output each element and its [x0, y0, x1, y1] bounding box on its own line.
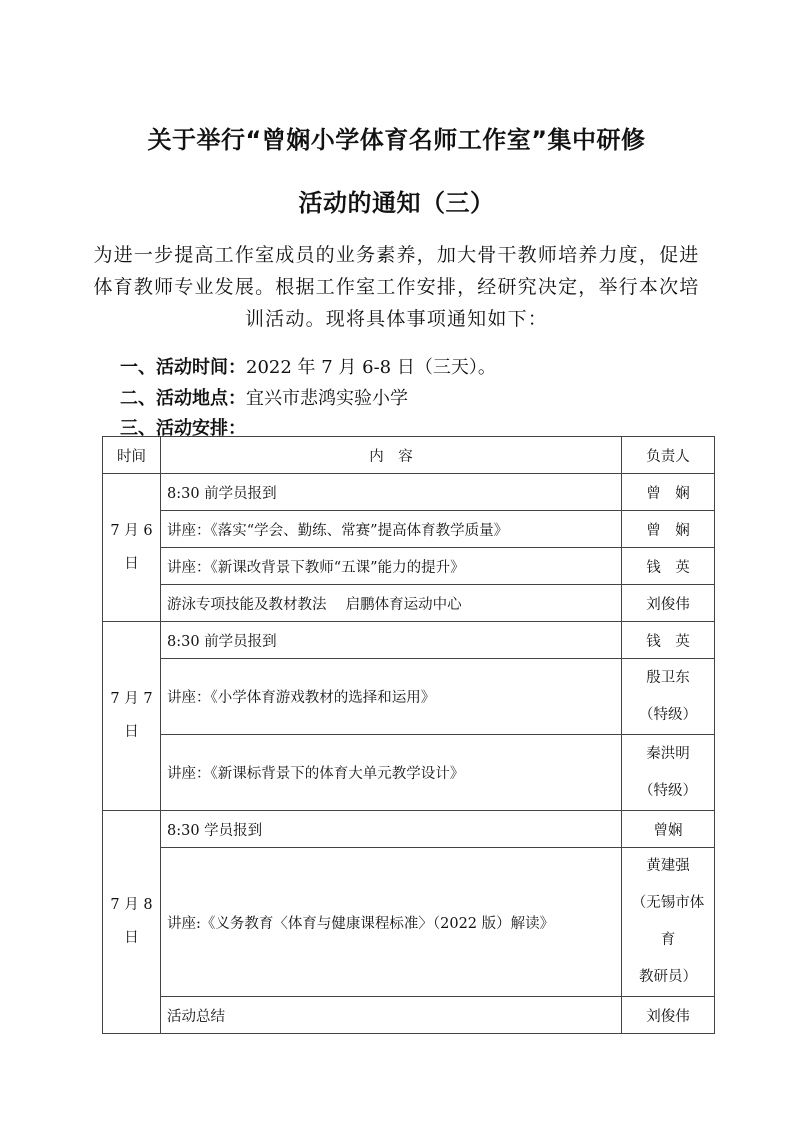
table-row	[103, 622, 715, 659]
header-content: 内 容	[161, 437, 622, 474]
content-cell: 讲座：《小学体育游戏教材的选择和运用》	[161, 659, 622, 735]
content-cell: 讲座：《新课标背景下的体育大单元教学设计》	[161, 735, 622, 811]
date-line-2: 日	[124, 930, 139, 946]
date-cell-day-1	[103, 474, 161, 622]
table-row	[103, 548, 715, 585]
content-cell: 8:30 前学员报到	[161, 474, 622, 511]
person-cell: 曾 娴	[622, 511, 715, 548]
table-row	[103, 997, 715, 1034]
person-cell	[622, 659, 715, 735]
table-row	[103, 474, 715, 511]
person-cell	[622, 848, 715, 997]
notice-title-line-2: 活动的通知（三）	[298, 189, 495, 217]
activity-place-label: 二、活动地点：	[120, 388, 246, 409]
content-cell: 讲座：《落实“学会、勤练、常赛”提高体育教学质量》	[161, 511, 622, 548]
notice-title-line-1: 关于举行“曾娴小学体育名师工作室”集中研修	[147, 126, 646, 154]
intro-line-1: 为进一步提高工作室成员的业务素养，加大骨干教师培养力度，促进	[93, 244, 700, 266]
table-row	[103, 735, 715, 811]
activity-place	[120, 384, 408, 410]
table-row	[103, 585, 715, 622]
activity-place-value: 宜兴市悲鸿实验小学	[246, 388, 408, 409]
schedule-table	[102, 436, 715, 1034]
table-row	[103, 848, 715, 997]
header-time: 时间	[103, 437, 161, 474]
table-row	[103, 511, 715, 548]
person-cell: 钱 英	[622, 548, 715, 585]
content-cell: 活动总结	[161, 997, 622, 1034]
person-cell: 曾娴	[622, 811, 715, 848]
activity-time	[120, 353, 496, 379]
content-cell: 游泳专项技能及教材教法 启鹏体育运动中心	[161, 585, 622, 622]
person-line-3: 教研员）	[639, 969, 697, 985]
person-cell	[622, 735, 715, 811]
table-header-row	[103, 437, 715, 474]
content-cell: 讲座:《义务教育〈体育与健康课程标准〉（2022 版）解读》	[161, 848, 622, 997]
content-cell: 8:30 前学员报到	[161, 622, 622, 659]
person-line-2: （特级）	[639, 782, 697, 799]
activity-time-label: 一、活动时间：	[120, 357, 246, 378]
date-cell-day-3	[103, 811, 161, 1034]
date-line-1: 7 月 6	[110, 522, 153, 539]
activity-time-value: 2022 年 7 月 6-8 日（三天）。	[246, 357, 496, 378]
date-cell-day-2	[103, 622, 161, 811]
date-line-2: 日	[124, 555, 139, 572]
date-line-1: 7 月 7	[110, 691, 153, 707]
person-line-1: 秦洪明	[646, 745, 690, 762]
person-line-2: （无锡市体育	[631, 895, 705, 948]
person-line-1: 黄建强	[646, 858, 690, 874]
intro-line-3: 训活动。现将具体事项通知如下：	[244, 308, 548, 330]
date-line-2: 日	[124, 724, 139, 740]
content-cell: 讲座：《新课改背景下教师“五课”能力的提升》	[161, 548, 622, 585]
table-row	[103, 659, 715, 735]
person-line-2: （特级）	[639, 706, 697, 723]
activity-schedule-label: 三、活动安排：	[120, 418, 246, 439]
person-cell: 钱 英	[622, 622, 715, 659]
content-cell: 8:30 学员报到	[161, 811, 622, 848]
person-cell: 刘俊伟	[622, 585, 715, 622]
table-row	[103, 811, 715, 848]
date-line-1: 7 月 8	[110, 897, 153, 913]
intro-line-2: 体育教师专业发展。根据工作室工作安排，经研究决定，举行本次培	[93, 276, 700, 298]
person-cell: 刘俊伟	[622, 997, 715, 1034]
person-line-1: 殷卫东	[646, 669, 690, 686]
person-cell: 曾 娴	[622, 474, 715, 511]
header-person: 负责人	[622, 437, 715, 474]
